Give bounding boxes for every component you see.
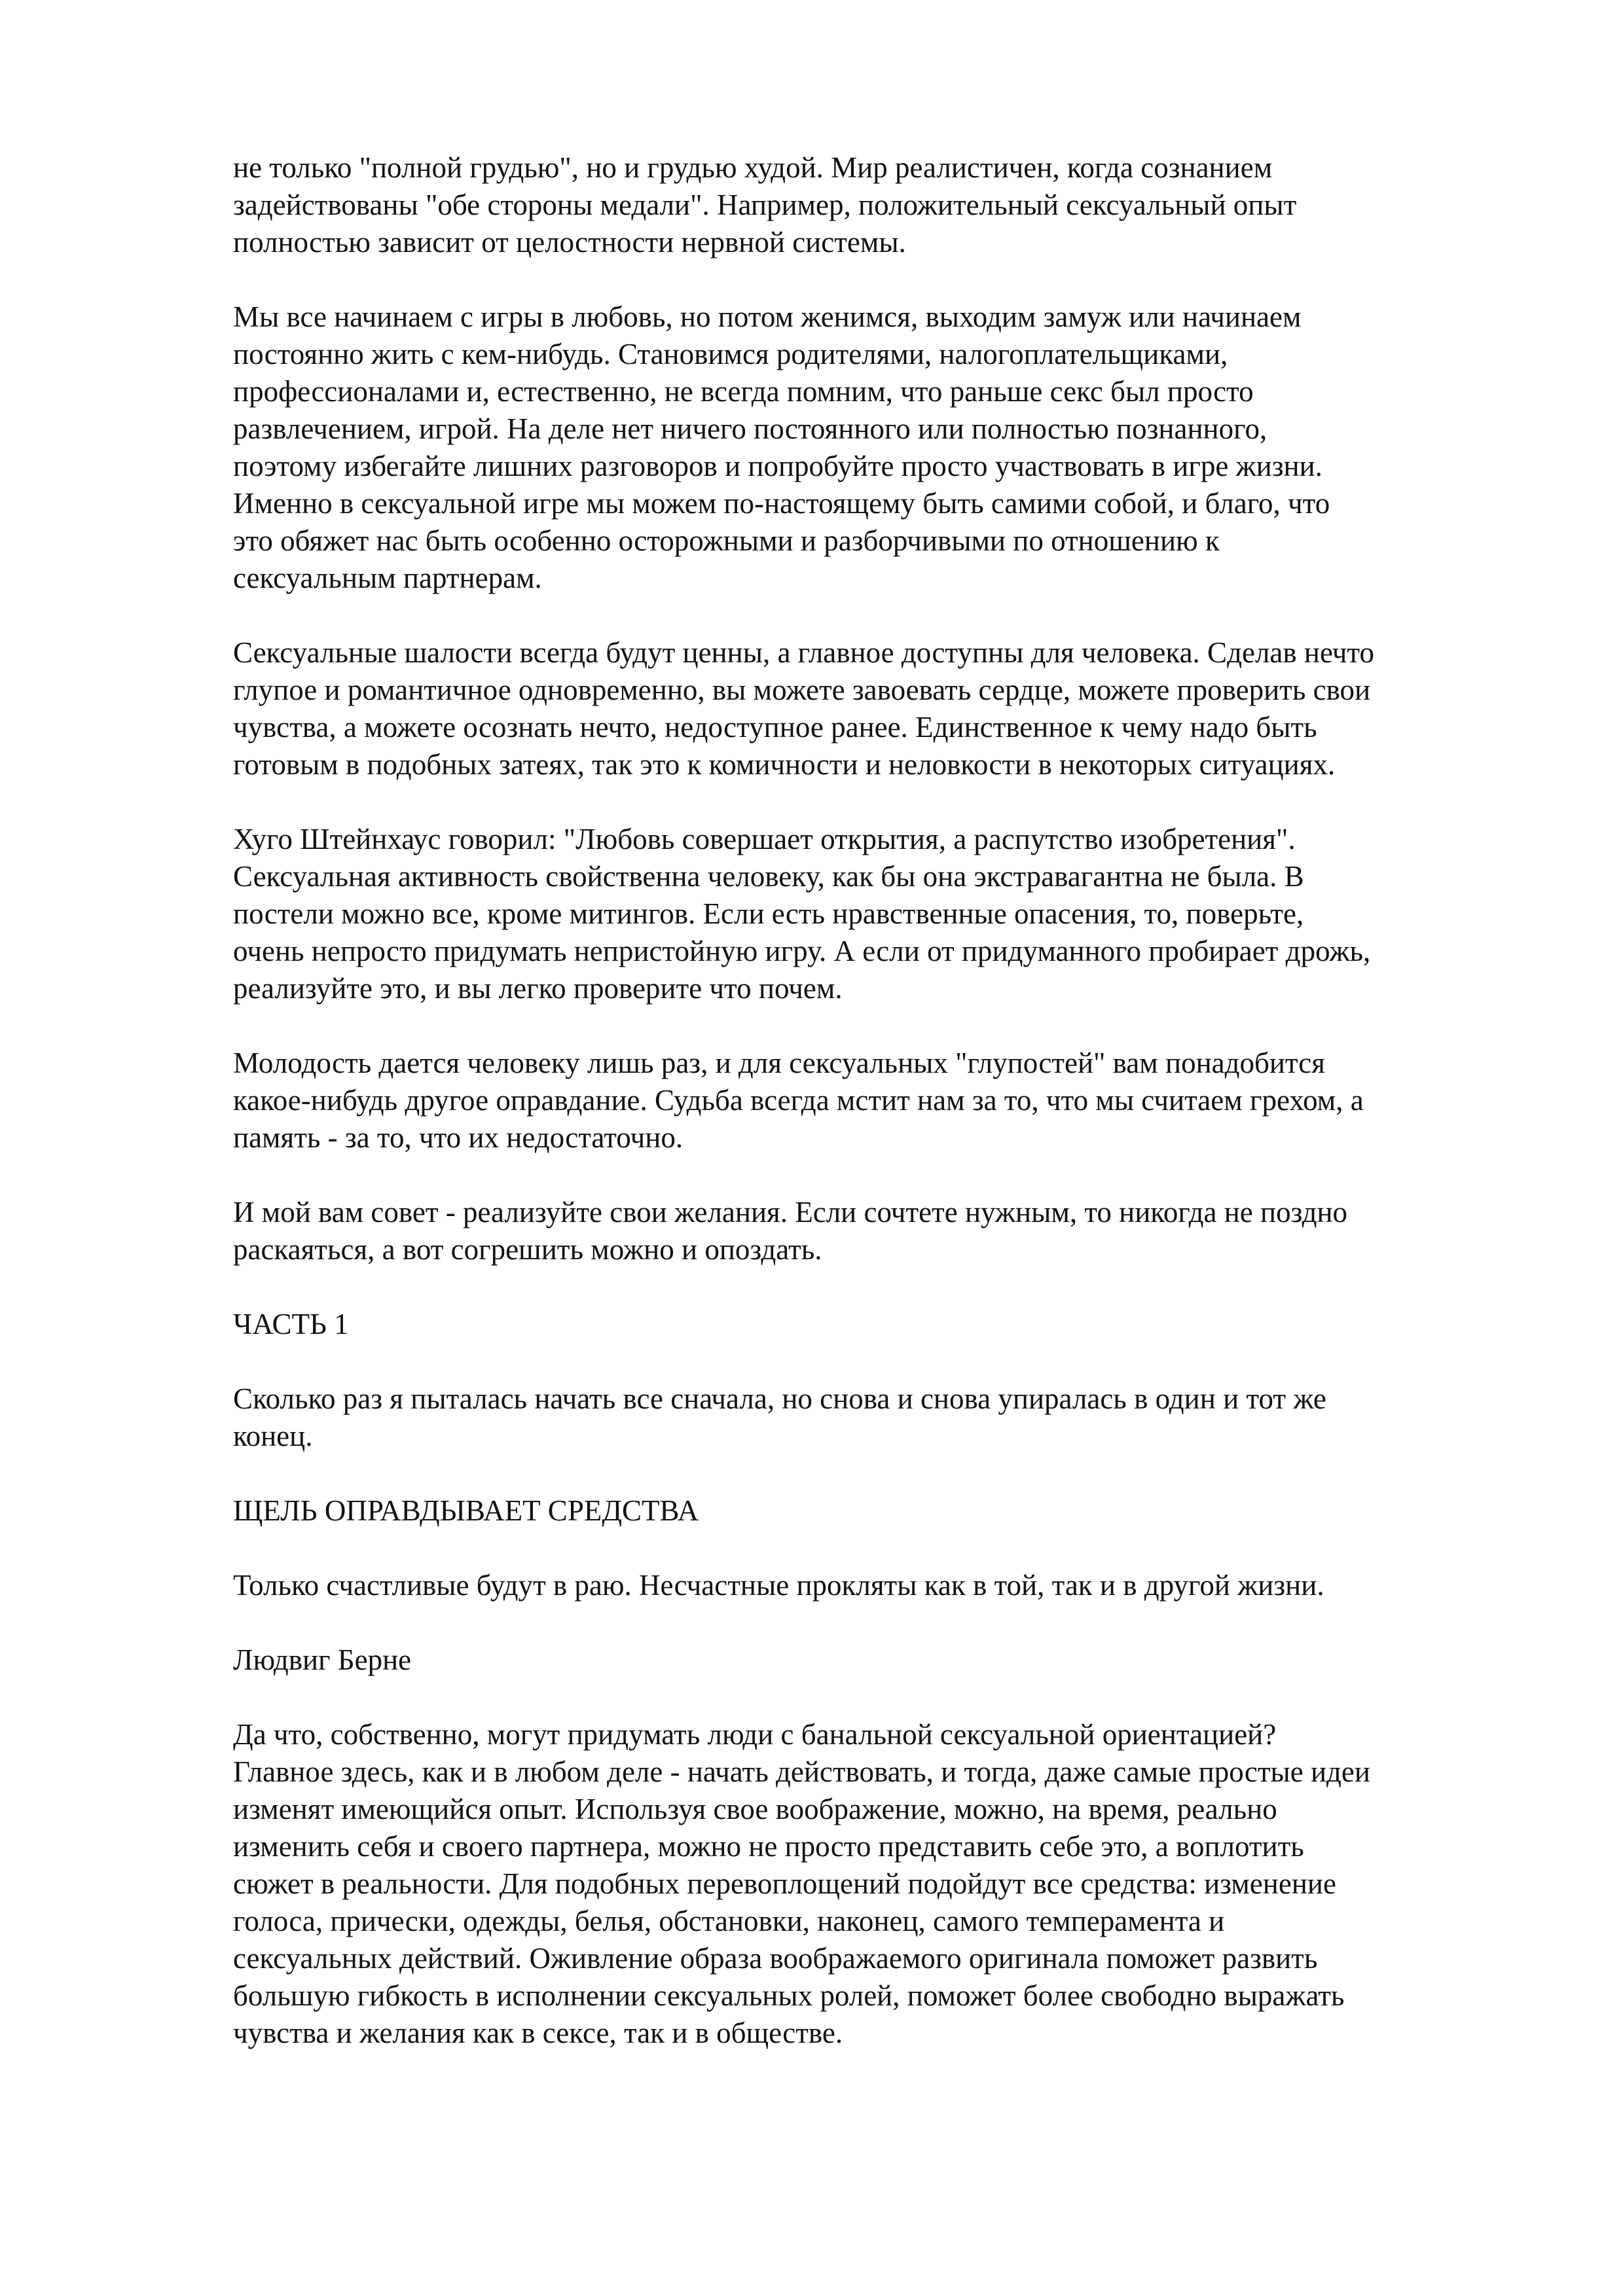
text-line: постоянно жить с кем-нибудь. Становимся родителями, налогоплательщиками, <box>233 338 1228 370</box>
text-line: изменят имеющийся опыт. Используя свое воображение, можно, на время, реально <box>233 1793 1277 1825</box>
paragraph-game-of-love <box>233 298 1526 597</box>
text-line: это обяжет нас быть особенно осторожными и разборчивыми по отношению к <box>233 524 1220 557</box>
text-line: ЧАСТЬ 1 <box>233 1308 349 1340</box>
chapter-title <box>233 1492 1526 1530</box>
epigraph-quote <box>233 1567 1526 1604</box>
text-line: изменить себя и своего партнера, можно не просто представить себе это, а воплотить <box>233 1830 1304 1863</box>
text-line: Да что, собственно, могут придумать люди с банальной сексуальной ориентацией? <box>233 1718 1277 1751</box>
text-line: ЩЕЛЬ ОПРАВДЫВАЕТ СРЕДСТВА <box>233 1494 699 1527</box>
text-line: голоса, прически, одежды, белья, обстановки, наконец, самого темперамента и <box>233 1905 1225 1937</box>
text-line: поэтому избегайте лишних разговоров и попробуйте просто участвовать в игре жизни. <box>233 450 1322 482</box>
text-line: профессионалами и, естественно, не всегда помним, что раньше секс был просто <box>233 375 1254 408</box>
text-line: Молодость дается человеку лишь раз, и для сексуальных "глупостей" вам понадобится <box>233 1047 1325 1079</box>
text-line: Людвиг Берне <box>233 1643 412 1676</box>
paragraph-youth <box>233 1045 1526 1157</box>
text-line: Сколько раз я пыталась начать все сначала, но снова и снова упиралась в один и тот же <box>233 1382 1326 1415</box>
text-line: Мы все начинаем с игры в любовь, но потом женимся, выходим замуж или начинаем <box>233 300 1302 333</box>
text-line: чувства, а можете осознать нечто, недоступное ранее. Единственное к чему надо быть <box>233 711 1317 744</box>
text-line: развлечением, игрой. На деле нет ничего постоянного или полностью познанного, <box>233 412 1267 445</box>
text-line: реализуйте это, и вы легко проверите что почем. <box>233 972 843 1005</box>
section-heading-part-1 <box>233 1306 1526 1343</box>
text-line: Сексуальная активность свойственна человеку, как бы она экстравагантна не была. В <box>233 860 1304 893</box>
text-line: Главное здесь, как и в любом деле - начать действовать, и тогда, даже самые простые идеи <box>233 1755 1370 1788</box>
paragraph-imagination <box>233 1716 1526 2052</box>
text-line: постели можно все, кроме митингов. Если есть нравственные опасения, то, поверьте, <box>233 897 1304 930</box>
text-line: большую гибкость в исполнении сексуальных ролей, поможет более свободно выражать <box>233 1979 1345 2012</box>
text-line: чувства и желания как в сексе, так и в обществе. <box>233 2017 843 2049</box>
text-line: Именно в сексуальной игре мы можем по-настоящему быть самими собой, и благо, что <box>233 487 1330 520</box>
text-line: память - за то, что их недостаточно. <box>233 1121 684 1154</box>
epigraph-author <box>233 1641 1526 1679</box>
text-line: задействованы "обе стороны медали". Например, положительный сексуальный опыт <box>233 188 1297 221</box>
text-line: конец. <box>233 1420 313 1452</box>
paragraph-intro-continued <box>233 149 1526 261</box>
text-line: раскаяться, а вот согрешить можно и опоздать. <box>233 1233 822 1266</box>
paragraph-steinhaus-quote <box>233 821 1526 1007</box>
paragraph-epigraph-start-over <box>233 1380 1526 1455</box>
text-line: полностью зависит от целостности нервной системы. <box>233 226 906 259</box>
text-line: какое-нибудь другое оправдание. Судьба всегда мстит нам за то, что мы считаем грехом, а <box>233 1084 1364 1117</box>
text-line: И мой вам совет - реализуйте свои желания. Если сочтете нужным, то никогда не поздно <box>233 1196 1348 1229</box>
text-line: Сексуальные шалости всегда будут ценны, а главное доступны для человека. Сделав нечто <box>233 636 1375 669</box>
text-line: готовым в подобных затеях, так это к комичности и неловкости в некоторых ситуациях. <box>233 748 1336 781</box>
text-line: очень непросто придумать непристойную игру. А если от придуманного пробирает дрожь, <box>233 935 1371 967</box>
text-line: сюжет в реальности. Для подобных перевоплощений подойдут все средства: изменение <box>233 1867 1336 1900</box>
text-line: Хуго Штейнхаус говорил: "Любовь совершает открытия, а распутство изобретения". <box>233 823 1296 855</box>
text-line: не только "полной грудью", но и грудью худой. Мир реалистичен, когда сознанием <box>233 151 1273 184</box>
text-line: глупое и романтичное одновременно, вы можете завоевать сердце, можете проверить свои <box>233 673 1371 706</box>
text-line: сексуальным партнерам. <box>233 562 542 594</box>
paragraph-advice <box>233 1194 1526 1268</box>
text-line: Только счастливые будут в раю. Несчастные прокляты как в той, так и в другой жизни. <box>233 1569 1324 1602</box>
text-line: сексуальных действий. Оживление образа воображаемого оригинала поможет развить <box>233 1942 1318 1975</box>
paragraph-pranks <box>233 634 1526 783</box>
document-page <box>233 149 1526 2089</box>
